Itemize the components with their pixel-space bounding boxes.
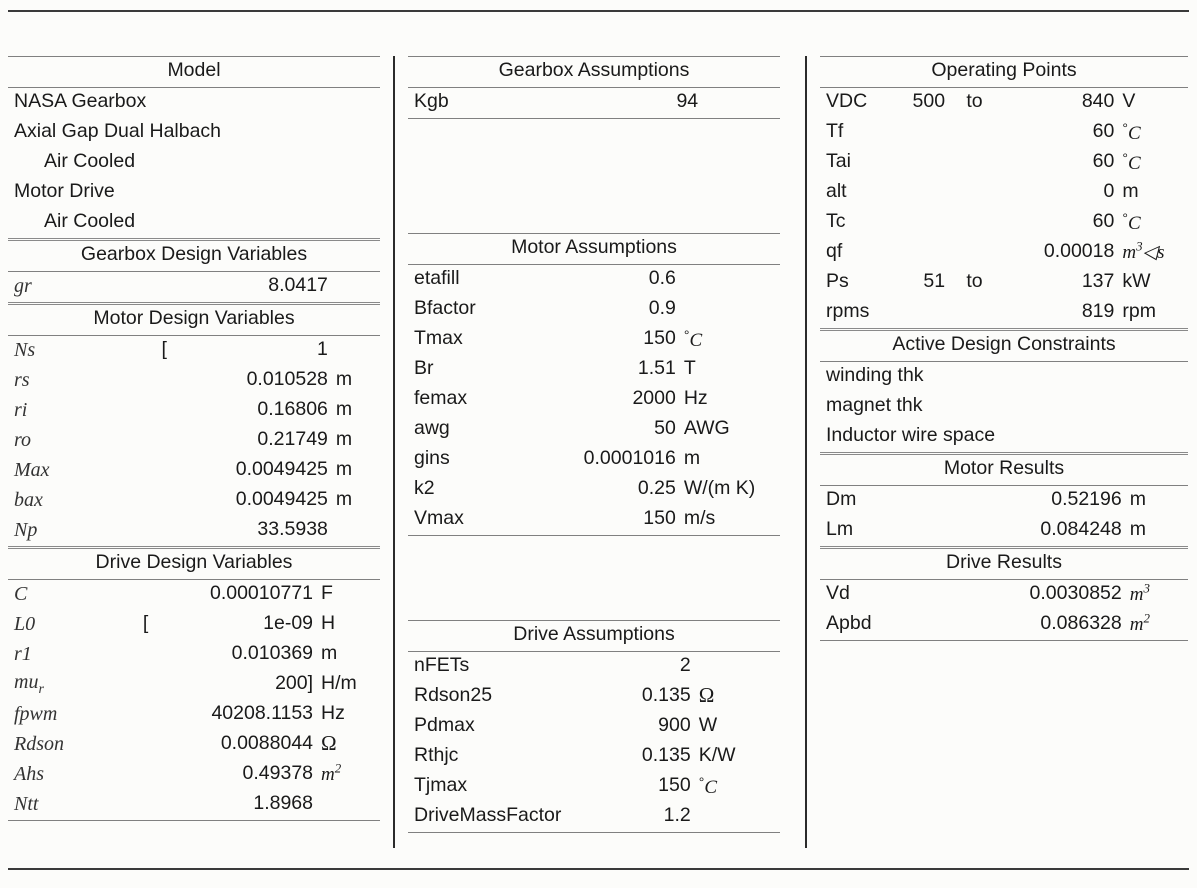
section-title: Drive Design Variables	[8, 548, 380, 580]
variable-bracket	[149, 516, 179, 546]
section-header-row	[8, 304, 380, 336]
operating-point-name: alt	[826, 180, 847, 203]
variable-row	[408, 712, 780, 742]
result-name: Dm	[826, 488, 857, 511]
operating-point-name: Tf	[826, 120, 844, 143]
variable-name: Ntt	[14, 793, 39, 815]
variable-value: 0.0001016	[583, 447, 676, 470]
operating-point-name: Tai	[826, 150, 851, 173]
variable-name: Rthjc	[414, 744, 459, 767]
variable-unit: W	[698, 714, 718, 737]
variable-unit: m	[335, 398, 353, 421]
operating-point-range-word	[945, 298, 1004, 328]
bottom-frame-rule	[8, 868, 1189, 870]
section-title: Drive Assumptions	[408, 621, 780, 652]
variable-value: 0.0049425	[235, 458, 328, 481]
result-value: 0.086328	[1040, 612, 1122, 635]
operating-point-low: 51	[923, 270, 946, 293]
variable-name: etafill	[414, 267, 460, 290]
operating-point-row	[820, 178, 1188, 208]
result-value: 0.52196	[1051, 488, 1122, 511]
variable-row	[408, 88, 780, 119]
variable-row	[408, 682, 780, 712]
operating-point-unit: V	[1122, 90, 1136, 113]
operating-point-unit: °C	[1122, 149, 1141, 174]
operating-point-row	[820, 268, 1188, 298]
operating-point-name: rpms	[826, 300, 870, 323]
operating-point-row	[820, 298, 1188, 328]
section-title: Gearbox Design Variables	[8, 240, 380, 272]
operating-point-low	[890, 208, 945, 238]
operating-point-value: 0	[1103, 180, 1115, 203]
operating-point-range-word	[945, 118, 1004, 148]
variable-value: 0.16806	[257, 398, 328, 421]
variable-name: bax	[14, 489, 43, 511]
operating-point-unit: $m^3◁s$	[1122, 239, 1165, 264]
variable-row	[8, 366, 380, 396]
operating-point-value: 60	[1092, 210, 1115, 233]
variable-row	[408, 652, 780, 683]
variable-value: 0.21749	[257, 428, 328, 451]
variable-row	[408, 355, 780, 385]
variable-row	[408, 475, 780, 505]
model-line-row	[8, 148, 380, 178]
constraint-name: magnet thk	[826, 394, 923, 417]
variable-name: Pdmax	[414, 714, 475, 737]
variable-name: Rdson25	[414, 684, 493, 707]
constraint-name: winding thk	[826, 364, 924, 387]
variable-value: 0.135	[641, 684, 691, 707]
column-separator-right	[805, 56, 807, 848]
variable-bracket: [	[161, 338, 167, 361]
result-unit: $m^2$	[1129, 611, 1150, 636]
section-title: Operating Points	[820, 57, 1188, 88]
operating-points-block	[820, 56, 1188, 328]
variable-value: 1.51	[637, 357, 676, 380]
section-header-row	[820, 548, 1188, 580]
variable-name: Tjmax	[414, 774, 468, 797]
variable-name: Ahs	[14, 763, 44, 785]
variable-name: Np	[14, 519, 38, 541]
variable-value: 40208.1153	[211, 702, 314, 725]
column-middle	[408, 56, 780, 833]
variable-row	[8, 456, 380, 486]
section-title: Motor Design Variables	[8, 304, 380, 336]
operating-point-value: 840	[1081, 90, 1115, 113]
variable-name: femax	[414, 387, 468, 410]
operating-point-name: Ps	[826, 270, 849, 293]
model-header: Model	[8, 57, 380, 88]
variable-value: 1.2	[663, 804, 691, 827]
variable-value: 0.0049425	[235, 488, 328, 511]
result-row	[820, 580, 1188, 611]
variable-name: L0	[14, 613, 36, 635]
top-frame-rule	[8, 10, 1189, 12]
operating-point-name: VDC	[826, 90, 868, 113]
variable-value: 0.135	[641, 744, 691, 767]
variable-unit: Ω	[698, 683, 715, 708]
variable-row	[408, 742, 780, 772]
operating-point-range-word	[945, 148, 1004, 178]
variable-row	[408, 385, 780, 415]
operating-point-unit: °C	[1122, 209, 1141, 234]
constraint-row	[820, 392, 1188, 422]
section-header-row	[408, 621, 780, 652]
result-unit: m	[1129, 488, 1146, 511]
variable-row	[408, 325, 780, 355]
variable-unit: AWG	[683, 417, 730, 440]
variable-unit	[328, 272, 380, 303]
variable-name: Ns	[14, 339, 36, 361]
model-line: NASA Gearbox	[14, 90, 147, 113]
variable-unit: W/(m K)	[683, 477, 756, 500]
section-header-row	[8, 548, 380, 580]
variable-value: 150	[643, 507, 676, 530]
result-name: Lm	[826, 518, 854, 541]
variable-name: Max	[14, 459, 50, 481]
variable-unit: T	[683, 357, 696, 380]
variable-name: nFETs	[414, 654, 470, 677]
operating-point-unit: m	[1122, 180, 1139, 203]
section-end-rule	[8, 821, 380, 822]
variable-value: 900	[658, 714, 691, 737]
model-line-row	[8, 208, 380, 238]
model-line: Air Cooled	[44, 210, 136, 233]
section-title: Gearbox Assumptions	[408, 57, 780, 88]
variable-value: 0.0088044	[220, 732, 314, 755]
variable-value: 0.9	[648, 297, 676, 320]
variable-bracket	[131, 580, 161, 611]
variable-value: 2000	[632, 387, 676, 410]
section-end-rule	[820, 641, 1188, 642]
operating-point-value: 137	[1081, 270, 1115, 293]
section-header-row	[820, 330, 1188, 362]
drive-results-block	[820, 546, 1188, 641]
result-row	[820, 610, 1188, 641]
operating-point-value: 60	[1092, 120, 1115, 143]
variable-bracket	[131, 790, 161, 821]
variable-value: 1e-09	[263, 612, 314, 635]
variable-value: 33.5938	[257, 518, 328, 541]
variable-bracket	[149, 272, 179, 303]
rule-cell	[408, 833, 780, 834]
operating-point-low	[890, 148, 945, 178]
variable-unit: m	[335, 488, 353, 511]
variable-bracket	[149, 396, 179, 426]
model-block	[8, 56, 380, 238]
variable-name: Rdson	[14, 733, 64, 755]
variable-unit: °C	[698, 773, 718, 798]
variable-bracket	[149, 486, 179, 516]
variable-value: 150	[658, 774, 691, 797]
variable-unit	[691, 652, 780, 683]
result-unit: m	[1129, 518, 1146, 541]
section-header-row	[820, 454, 1188, 486]
variable-name: Vmax	[414, 507, 464, 530]
column-separator-left	[393, 56, 395, 848]
motor-design-variables-block	[8, 302, 380, 546]
operating-point-low	[890, 178, 945, 208]
variable-value: 0.010528	[246, 368, 328, 391]
operating-point-range-word: to	[966, 270, 983, 293]
result-value: 0.084248	[1040, 518, 1122, 541]
model-line-row	[8, 118, 380, 148]
variable-unit: H	[321, 612, 336, 635]
variable-bracket: [	[142, 612, 149, 635]
operating-point-range-word: to	[966, 90, 983, 113]
operating-point-unit: rpm	[1122, 300, 1156, 323]
variable-unit: m	[335, 458, 353, 481]
operating-point-unit: kW	[1122, 270, 1151, 293]
operating-point-range-word	[945, 178, 1004, 208]
variable-unit: m	[335, 428, 353, 451]
operating-point-value: 0.00018	[1043, 240, 1115, 263]
motor-assumptions-block	[408, 233, 780, 536]
operating-point-row	[820, 208, 1188, 238]
variable-row	[408, 505, 780, 536]
variable-name: k2	[414, 477, 435, 500]
variable-value: 8.0417	[268, 274, 328, 297]
variable-row	[8, 640, 380, 670]
operating-point-row	[820, 148, 1188, 178]
operating-point-low	[890, 118, 945, 148]
variable-name: DriveMassFactor	[414, 804, 562, 827]
variable-unit: F	[321, 582, 333, 605]
variable-value: 200]	[275, 672, 314, 695]
rule-cell	[820, 641, 1188, 642]
variable-name: r1	[14, 643, 32, 665]
variable-name: ro	[14, 429, 32, 451]
variable-row	[8, 516, 380, 546]
variable-row	[8, 486, 380, 516]
variable-row	[8, 760, 380, 790]
variable-value: 1	[317, 338, 328, 361]
variable-name: gins	[414, 447, 450, 470]
model-line-row	[8, 88, 380, 119]
result-value: 0.0030852	[1029, 582, 1122, 605]
variable-name: rs	[14, 369, 30, 391]
constraint-row	[820, 362, 1188, 393]
variable-row	[408, 772, 780, 802]
result-row	[820, 486, 1188, 517]
result-name: Vd	[826, 582, 850, 605]
variable-row	[8, 580, 380, 611]
variable-unit: H/m	[321, 672, 357, 695]
variable-name: Tmax	[414, 327, 463, 350]
section-header-row	[408, 57, 780, 88]
variable-row	[8, 670, 380, 700]
variable-value: 0.49378	[242, 762, 314, 785]
operating-point-value: 819	[1081, 300, 1115, 323]
operating-point-row	[820, 118, 1188, 148]
variable-unit: m/s	[683, 507, 716, 530]
variable-bracket	[131, 760, 161, 790]
variable-bracket	[149, 456, 179, 486]
variable-value: 1.8968	[253, 792, 314, 815]
section-header-row	[8, 240, 380, 272]
variable-unit: Hz	[321, 702, 345, 725]
variable-row	[408, 802, 780, 833]
section-title: Drive Results	[820, 548, 1188, 580]
operating-point-low: 500	[912, 90, 946, 113]
motor-assumptions-gap	[408, 536, 780, 620]
variable-unit	[328, 336, 380, 367]
motor-results-block	[820, 452, 1188, 546]
variable-unit	[313, 790, 380, 821]
variable-unit	[698, 88, 780, 119]
variable-value: 0.6	[648, 267, 676, 290]
drive-assumptions-block	[408, 620, 780, 833]
variable-bracket	[131, 670, 161, 700]
section-header-row	[820, 57, 1188, 88]
drive-design-variables-block	[8, 546, 380, 821]
section-title: Motor Assumptions	[408, 234, 780, 265]
variable-unit: m	[321, 642, 338, 665]
variable-row	[408, 295, 780, 325]
variable-row	[408, 415, 780, 445]
column-right	[820, 56, 1188, 641]
variable-unit	[691, 802, 780, 833]
section-end-rule	[408, 833, 780, 834]
variable-value: 50	[654, 417, 676, 440]
variable-row	[8, 426, 380, 456]
column-left	[8, 56, 380, 821]
variable-name: ri	[14, 399, 28, 421]
section-title: Active Design Constraints	[820, 330, 1188, 362]
variable-name: $mu_r$	[14, 670, 44, 697]
variable-unit: $m^2$	[321, 761, 342, 786]
variable-name: fpwm	[14, 703, 58, 725]
variable-row	[8, 396, 380, 426]
gearbox-assumptions-block	[408, 56, 780, 119]
section-title: Motor Results	[820, 454, 1188, 486]
variable-row	[8, 730, 380, 760]
variable-bracket	[149, 366, 179, 396]
variable-bracket	[131, 700, 161, 730]
result-unit: $m^3$	[1129, 581, 1150, 606]
operating-point-name: qf	[826, 240, 843, 263]
gearbox-design-variables-block	[8, 238, 380, 302]
variable-bracket	[149, 426, 179, 456]
variable-row	[8, 336, 380, 367]
variable-unit: m	[335, 368, 353, 391]
constraint-row	[820, 422, 1188, 452]
operating-point-name: Tc	[826, 210, 846, 233]
variable-unit	[676, 265, 780, 296]
rule-cell	[8, 821, 380, 822]
model-line: Axial Gap Dual Halbach	[14, 120, 222, 143]
operating-point-value: 60	[1092, 150, 1115, 173]
variable-row	[408, 265, 780, 296]
section-header-row	[8, 57, 380, 88]
variable-value: 150	[643, 327, 676, 350]
variable-value: 0.00010771	[209, 582, 314, 605]
variable-unit	[676, 295, 780, 325]
result-name: Apbd	[826, 612, 872, 635]
variable-row	[8, 610, 380, 640]
model-line: Air Cooled	[44, 150, 136, 173]
variable-unit: K/W	[698, 744, 736, 767]
variable-row	[8, 700, 380, 730]
constraint-name: Inductor wire space	[826, 424, 996, 447]
section-header-row	[408, 234, 780, 265]
operating-point-row	[820, 88, 1188, 119]
variable-value: 0.010369	[231, 642, 314, 665]
operating-point-low	[890, 298, 945, 328]
active-design-constraints-block	[820, 328, 1188, 452]
variable-name: Bfactor	[414, 297, 476, 320]
model-line-row	[8, 178, 380, 208]
variable-name: gr	[14, 275, 32, 297]
gearbox-assumptions-gap	[408, 119, 780, 233]
variable-name: awg	[414, 417, 450, 440]
variable-unit	[328, 516, 380, 546]
operating-point-low	[890, 238, 945, 268]
model-line: Motor Drive	[14, 180, 115, 203]
variable-row	[408, 445, 780, 475]
operating-point-row	[820, 238, 1188, 268]
variable-value: 94	[676, 90, 699, 113]
result-row	[820, 516, 1188, 546]
variable-unit: m	[683, 447, 701, 470]
variable-name: Br	[414, 357, 434, 380]
variable-value: 0.25	[637, 477, 676, 500]
variable-name: Kgb	[414, 90, 449, 113]
variable-bracket	[131, 730, 161, 760]
variable-row	[8, 272, 380, 303]
variable-unit: °C	[683, 326, 703, 351]
variable-row	[8, 790, 380, 821]
variable-bracket	[131, 640, 161, 670]
variable-value: 2	[679, 654, 691, 677]
operating-point-range-word	[945, 208, 1004, 238]
operating-point-range-word	[945, 238, 1004, 268]
variable-unit: Hz	[683, 387, 708, 410]
operating-point-unit: °C	[1122, 119, 1141, 144]
variable-name: C	[14, 583, 28, 605]
variable-unit: Ω	[321, 731, 337, 756]
